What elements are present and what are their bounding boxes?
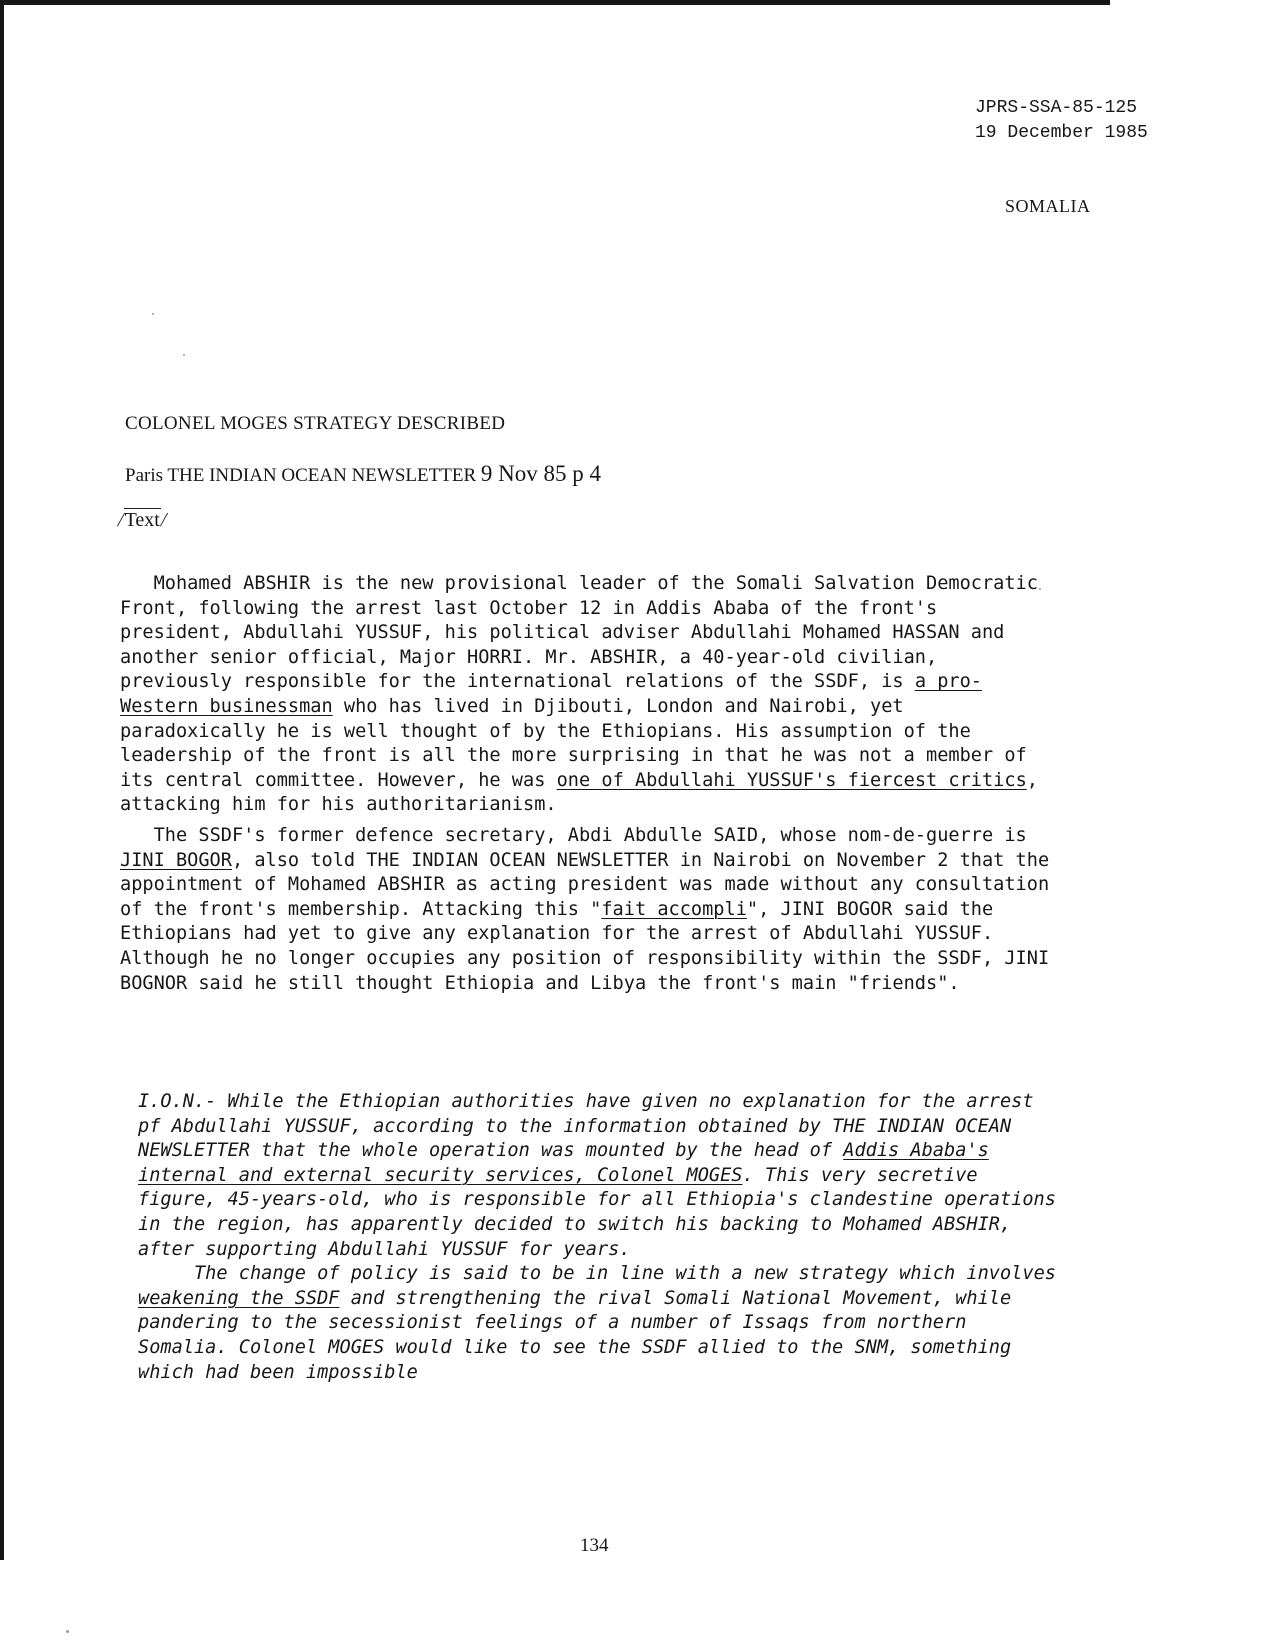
scan-top-edge	[0, 0, 1110, 5]
article-body	[120, 572, 1060, 996]
source-date: 9 Nov 85 p 4	[480, 461, 601, 486]
paragraph-2: The SSDF's former defence secretary, Abdi Abdulle SAID, whose nom-de-guerre is JINI BOGOR, also told THE INDIAN OCEAN NEWSLETTER in Nairobi on November 2 that the appointment of Mohamed ABSHIR as acting president was made without any consultation of the front's membership. Attacking this "fait accompli", JINI BOGOR said the Ethiopians had yet to give any explanation for the arrest of Abdullahi YUSSUF. Although he no longer occupies any position of responsibility within the SSDF, JINI BOGNOR said he still thought Ethiopia and Libya the front's main "friends".	[120, 824, 1050, 994]
text-tag: /Text/	[115, 509, 169, 531]
document-date: 19 December 1985	[975, 123, 1148, 143]
editorial-comment	[138, 1090, 1058, 1385]
underlined-phrase: JINI BOGOR	[120, 849, 232, 871]
paragraph-3: I.O.N.- While the Ethiopian authorities have given no explanation for the arrest pf Abdullahi YUSSUF, according to the information obtained by THE INDIAN OCEAN NEWSLETTER that the whole operation was mounted by the head of Addis Ababa's internal and external security services, Colonel MOGES. This very secretive figure, 45-years-old, who is responsible for all Ethiopia's clandestine operations in the region, has apparently decided to switch his backing to Mohamed ABSHIR, after supporting Abdullahi YUSSUF for years.	[138, 1091, 1056, 1260]
paragraph-1: Mohamed ABSHIR is the new provisional leader of the Somali Salvation Democratic Front, following the arrest last October 12 in Addis Ababa of the front's president, Abdullahi YUSSUF, his political adviser Abdullahi Mohamed HASSAN and another senior official, Major HORRI. Mr. ABSHIR, a 40-year-old civilian, previously responsible for the international relations of the SSDF, is a pro-Western businessman who has lived in Djibouti, London and Nairobi, yet paradoxically he is well thought of by the Ethiopians. His assumption of the leadership of the front is all the more surprising in that he was not a member of its central committee. However, he was one of Abdullahi YUSSUF's fiercest critics, attacking him for his authoritarianism.	[120, 573, 1038, 816]
paragraph-4: The change of policy is said to be in line with a new strategy which involves weakening the SSDF and strengthening the rival Somali National Movement, while pandering to the secessionist feelings of a number of Issaqs from northern Somalia. Colonel MOGES would like to see the SSDF allied to the SNM, something which had been impossible	[138, 1263, 1056, 1383]
underlined-phrase: Addis Ababa's internal and external security services, Colonel MOGES	[138, 1140, 989, 1186]
source-publication: THE INDIAN OCEAN NEWSLETTER	[167, 465, 477, 486]
scan-speck	[66, 1630, 69, 1633]
underlined-phrase: fait accompli	[601, 898, 747, 920]
underlined-phrase: weakening the SSDF	[138, 1287, 340, 1309]
page-number: 134	[580, 1535, 609, 1556]
scan-speck	[1039, 588, 1041, 590]
text-tag-label: Text	[124, 509, 160, 531]
underlined-phrase: one of Abdullahi YUSSUF's fiercest critics	[556, 769, 1027, 791]
article-title: COLONEL MOGES STRATEGY DESCRIBED	[125, 413, 506, 434]
article-source	[125, 461, 601, 487]
scan-speck	[183, 354, 185, 356]
document-header	[975, 96, 1148, 146]
country-heading: SOMALIA	[1005, 196, 1091, 216]
scan-left-edge	[0, 0, 4, 1560]
scan-speck	[152, 313, 154, 315]
document-id: JPRS-SSA-85-125	[975, 98, 1138, 118]
underlined-phrase: a pro-Western businessman	[120, 671, 982, 717]
source-city: Paris	[125, 465, 163, 486]
